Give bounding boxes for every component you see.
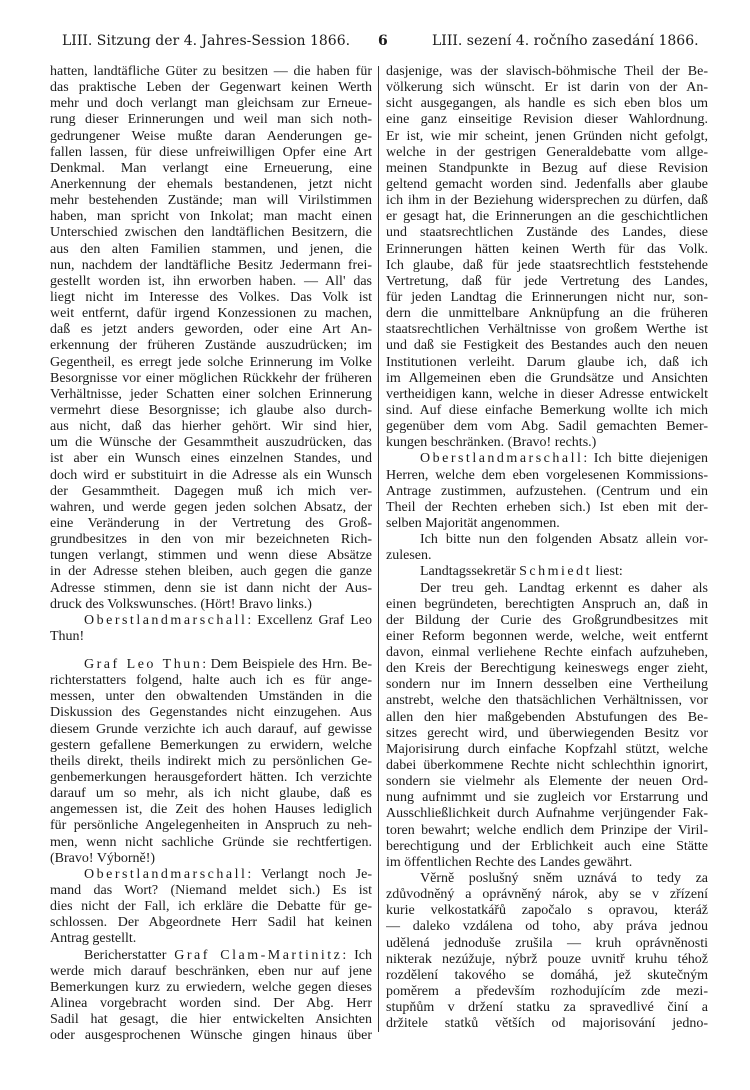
text-line: theils direkt, theils indirekt mich zu persönlichen Ge- (50, 753, 372, 769)
text-line: nun, nachdem der landtäfliche Besitz Jedermann frei- (50, 257, 372, 273)
text-line: mehr und doch verlangt man gleichsam zur Erneue- (50, 96, 372, 112)
speech-paragraph (50, 657, 372, 867)
text-line: allen den hier maßgebenden Abstufungen des Be- (386, 709, 708, 725)
text-line: hatten, landtäfliche Güter zu besitzen — die haben für (50, 64, 372, 79)
text-line: einen begründeten, berechtigten Anspruch an, daß in (386, 596, 708, 612)
speaker-name: Oberstlandmarschall (84, 866, 248, 882)
text-line: doch wird er substituirt in die Adresse als ein Wunsch (50, 467, 372, 483)
text-line: liegt nicht im Interesse des Volkes. Das Volk ist (50, 289, 372, 305)
text-line: Thun! (50, 628, 85, 644)
text-line: für persönliche Angelegenheiten in Anspruch zu neh- (50, 818, 372, 834)
text-line: dasjenige, was der slavisch-böhmische Theil der Be- (386, 64, 708, 79)
text-line: Ich bitte nun den folgenden Absatz allein vor- (420, 532, 708, 548)
text-line: haben, man spricht von Inkolat; man macht einen (50, 209, 372, 225)
text-line: sondern sie vielmehr als Elemente der neuen Ord- (386, 774, 708, 790)
text-line: Erinnerungen hätten keinen Werth für das Volk. (386, 241, 708, 257)
speech-text: liest: (592, 564, 623, 580)
text-line: stupňům v držení statku za spravedlivé činí a (386, 1000, 708, 1016)
text-line: werde mich darauf beschränken, eben nur auf jene (50, 963, 372, 979)
text-line: davon, einmal verliehene Rechte einfach aufzuheben, (386, 645, 708, 661)
text-line: geltend gemacht worden sind. Jedenfalls aber glaube (386, 176, 708, 192)
text-line: angemessen ist, die Zeit des hohen Hauses lediglich (50, 802, 372, 818)
text-line: aus nicht, daß das hierher gehört. Wir sind hier, (50, 419, 372, 435)
text-line: das praktische Leben der Gegenwart keinen Werth (50, 80, 372, 96)
text-paragraph (386, 532, 708, 564)
speech-paragraph (50, 613, 372, 645)
text-line: Majorisirung durch einfache Kopfzahl stützt, welche (386, 741, 708, 757)
text-line: (Bravo! Výborně!) (50, 850, 156, 866)
text-line: eine ganz einseitige Revision dieser Wahlordnung. (386, 112, 708, 128)
text-line: sondern nur im Innern desselben eine Vertheilung (386, 677, 708, 693)
text-line: Ausschließlichkeit durch Aufnahme verjüngender Fak- (386, 806, 708, 822)
text-line: im Allgemeinen eben die Grundsätze und Ansichten (386, 370, 708, 386)
text-line: dern die unmittelbare Anknüpfung an die früheren (386, 306, 708, 322)
speech-paragraph (386, 451, 708, 532)
running-header-czech: LIII. sezení 4. ročního zasedání 1866. (432, 33, 699, 49)
text-line: mand das Wort? (Niemand meldet sich.) Es ist (50, 883, 372, 899)
text-line: nung aufnimmt und sie zugleich vor Erstarrung und (386, 790, 708, 806)
text-line: gedrungener Weise mußte daran Aenderungen ge- (50, 128, 372, 144)
text-line: toren bewahrt; welche endlich dem Prinzipe der Viril- (386, 822, 708, 838)
text-line: diesem Grunde verzichte ich auch darauf, auf gewisse (50, 721, 372, 737)
text-line: Antrage zustimmen, aufzustehen. (Centrum und ein (386, 483, 708, 499)
text-line: berechtigung und der Erblichkeit auch eine Stätte (386, 838, 708, 854)
text-line: weit entfernt, dafür irgend Konzessionen zu machen, (50, 306, 372, 322)
text-line: Bemerkungen kurz zu erwiedern, welche gegen dieses (50, 979, 372, 995)
text-line: der Bildung der Curie des Großgrundbesitzes mit (386, 612, 708, 628)
text-line: sind. Auf diese einfache Bemerkung wollte ich mich (386, 402, 708, 418)
text-line: vertheidigen kann, welche in dieser Adresse entwickelt (386, 386, 708, 402)
page-number: 6 (378, 33, 388, 49)
text-line: Vertretung, daß für jede Vertretung des Landes, (386, 273, 708, 289)
text-line: Věrně poslušný sněm uznává to tedy za (420, 871, 708, 887)
text-line: gestern gefallene Bemerkungen zu erwidern, welche (50, 737, 372, 753)
running-header-german: LIII. Sitzung der 4. Jahres-Session 1866. (62, 33, 351, 49)
text-line: Ich glaube, daß für jede staatsrechtlich feststehende (386, 257, 708, 273)
speaker-title: Bericherstatter (84, 947, 175, 963)
text-line: meinen Standpunkte in Bezug auf diese Revision (386, 160, 708, 176)
speaker-name: Graf Leo Thun (84, 657, 203, 673)
text-line: rozdělení takového se domáhá, jež skutečným (386, 967, 708, 983)
text-line (50, 867, 372, 883)
text-line: Diskussion des Gegenstandes nicht einzugehen. Aus (50, 705, 372, 721)
text-line (386, 451, 708, 467)
text-line: fallen lassen, für diese unfreiwilligen Opfer eine Art (50, 144, 372, 160)
speech-text: : Dem Beispiele des Hrn. Be- (202, 657, 372, 673)
text-line: — daleko vzdálena od toho, aby práva jednou (386, 919, 708, 935)
text-line: wahren, und werde gegen jeden solchen Absatz, der (50, 499, 372, 515)
speech-text: : Ich bitte diejenigen (583, 451, 708, 467)
speech-paragraph (386, 564, 708, 580)
text-line: Theil der Rechten erheben sich.) Ist eben mit der- (386, 499, 708, 515)
text-line: eine Veränderung in der Vertretung des Groß- (50, 515, 372, 531)
text-line: men, wenn nicht sachliche Gründe sie rechtfertigen. (50, 834, 372, 850)
text-line: selben Majorität angenommen. (386, 515, 560, 531)
text-line: der Gesammtheit. Dagegen muß ich mich ver- (50, 483, 372, 499)
text-line (386, 564, 708, 580)
text-line: schlossen. Der Abgeordnete Herr Sadil hat keinen (50, 915, 372, 931)
text-line: kungen beschränken. (Bravo! rechts.) (386, 435, 597, 451)
speech-paragraph (50, 948, 372, 1045)
speaker-name: Oberstlandmarschall (84, 612, 248, 628)
speech-text: : Excellenz Graf Leo (247, 612, 372, 628)
text-line: daß es jetzt anders geworden, oder eine Art An- (50, 322, 372, 338)
text-line: Anerkennung der ehemals bestandenen, jetzt nicht (50, 176, 372, 192)
text-paragraph (386, 581, 708, 872)
speaker-name: Schmiedt (519, 564, 593, 580)
text-line: völkerung sich wünscht. Er ist darin von der An- (386, 80, 708, 96)
text-line: Der treu geh. Landtag erkennt es daher als (420, 580, 708, 596)
text-paragraph (386, 871, 708, 1032)
text-line: Denkmal. Man verlangt eine Erneuerung, eine (50, 160, 372, 176)
text-line: vermehrt diese Besorgnisse; ich glaube also durch- (50, 402, 372, 418)
text-line: mehr bestehenden Zustände; man will Virilstimmen (50, 193, 372, 209)
text-paragraph (386, 64, 708, 451)
text-line: um die Wünsche der Gesammtheit auszudrücken, das (50, 435, 372, 451)
text-line: udělená jednoduše zrušila — kruh oprávněnosti (386, 935, 708, 951)
text-line: Er ist, wie mir scheint, jenen Gründen nicht gefolgt, (386, 128, 708, 144)
text-line: zulesen. (386, 548, 432, 564)
text-line: zdůvodněný a oprávněný nárok, aby se v zřízení (386, 887, 708, 903)
text-line: oder ausgesprochenen Wünsche gingen hinaus über (50, 1028, 372, 1044)
text-line: grundbesitzes in den von mir bezeichneten Rich- (50, 532, 372, 548)
text-line: und staatsrechtlichen Zustände des Landes, diese (386, 225, 708, 241)
text-line: er gesagt hat, die Erinnerungen an die geschichtlichen (386, 209, 708, 225)
text-line: den Kreis der Berechtigung keineswegs enger zieht, (386, 661, 708, 677)
text-line: kurie velkostatkářů započalo s opravou, kteráž (386, 903, 708, 919)
text-line: Alinea vorgebracht worden sind. Der Abg. Herr (50, 996, 372, 1012)
text-line: rung dieser Erinnerungen und weil man sich noth- (50, 112, 372, 128)
text-line: staatsrechtlichen Verhältnisse von großem Werthe ist (386, 322, 708, 338)
speech-text: : Verlangt noch Je- (247, 866, 372, 882)
text-line: und daß sie Festigkeit des Bestandes auch den neuen (386, 338, 708, 354)
text-line: genbemerkungen herausgefordert hätten. Ich verzichte (50, 770, 372, 786)
text-line: Gegentheil, es erregt jede solche Erinnerung im Volke (50, 354, 372, 370)
text-line: nikterak nezúžuje, nýbrž pouze uvnitř kruhu téhož (386, 951, 708, 967)
text-line (50, 613, 372, 629)
text-paragraph (50, 64, 372, 613)
text-line: ist aber ein Wunsch eines einzelnen Standes, und (50, 451, 372, 467)
text-line: Institutionen verleiht. Darum glaube ich, daß ich (386, 354, 708, 370)
text-line: držitele statků větších od majorisování jedno- (386, 1016, 708, 1032)
text-line: Unterschied zwischen den landtäflichen Besitzern, die (50, 225, 372, 241)
text-line: anstrebt, welche den thatsächlichen Verhältnissen, vor (386, 693, 708, 709)
speech-paragraph (50, 867, 372, 948)
text-line: Herren, welche dem eben vorgelesenen Kommissions- (386, 467, 708, 483)
text-line: tungen verlangt, stimmen und wenn diese Absätze (50, 548, 372, 564)
text-line: messen, unter den obwaltenden Umständen in die (50, 689, 372, 705)
text-line: ich ihm in der Beziehung widersprechen zu dürfen, daß (386, 193, 708, 209)
text-line: dies nicht der Fall, ich erkläre die Debatte für ge- (50, 899, 372, 915)
text-line (50, 657, 372, 673)
text-line: Adresse stimmen, denn sie ist dann nicht der Aus- (50, 580, 372, 596)
text-line: Besorgnisse vor einer möglichen Rückkehr der früheren (50, 370, 372, 386)
text-line: aus den alten Familien stammen, und jenen, die (50, 241, 372, 257)
text-line: gestellt worden ist, ihn erworben haben. — All' das (50, 273, 372, 289)
text-line: Verhältnisse, jeder Schatten einer solchen Erinnerung (50, 386, 372, 402)
text-line: gegenüber dem vom Abg. Sadil gemachten Bemer- (386, 419, 708, 435)
speaker-name: Graf Clam-Martinitz (174, 947, 343, 963)
column-divider (378, 66, 379, 1032)
text-line: druck des Volkswunsches. (Hört! Bravo links.) (50, 596, 312, 612)
right-column (386, 64, 708, 1032)
speaker-name: Oberstlandmarschall (420, 451, 584, 467)
text-line: sitzes gerecht wird, und überwiegenden Besitz vor (386, 725, 708, 741)
speech-text: : Ich (342, 947, 372, 963)
text-line: richterstatters folgend, halte auch ich es für ange- (50, 673, 372, 689)
text-line: im öffentlichen Rechte des Landes gewährt. (386, 854, 633, 870)
text-line (50, 948, 372, 964)
left-column (50, 64, 372, 1044)
text-line: erkennung der früheren Zustände auszudrücken; im (50, 338, 372, 354)
text-line: Sadil hat gesagt, die hier entwickelten Ansichten (50, 1012, 372, 1028)
text-line: dabei überkommene Rechte nicht schlechthin ignorirt, (386, 758, 708, 774)
speaker-title: Landtagssekretär (420, 564, 520, 580)
text-line: poměrem a především rozhodujícím zde mezi- (386, 984, 708, 1000)
text-line: Antrag gestellt. (50, 931, 137, 947)
text-line: einer Reform begonnen werde, welche, weit entfernt (386, 628, 708, 644)
text-line: sicht ausgegangen, als handle es sich eben blos um (386, 96, 708, 112)
text-line: für jeden Landtag die Erinnerungen nicht nur, son- (386, 289, 708, 305)
text-line: in der Adresse stehen bleiben, auch gegen die ganze (50, 564, 372, 580)
text-line: welche in der gestrigen Generaldebatte vom allge- (386, 144, 708, 160)
text-line: darauf um so mehr, als ich nicht glaube, daß es (50, 786, 372, 802)
